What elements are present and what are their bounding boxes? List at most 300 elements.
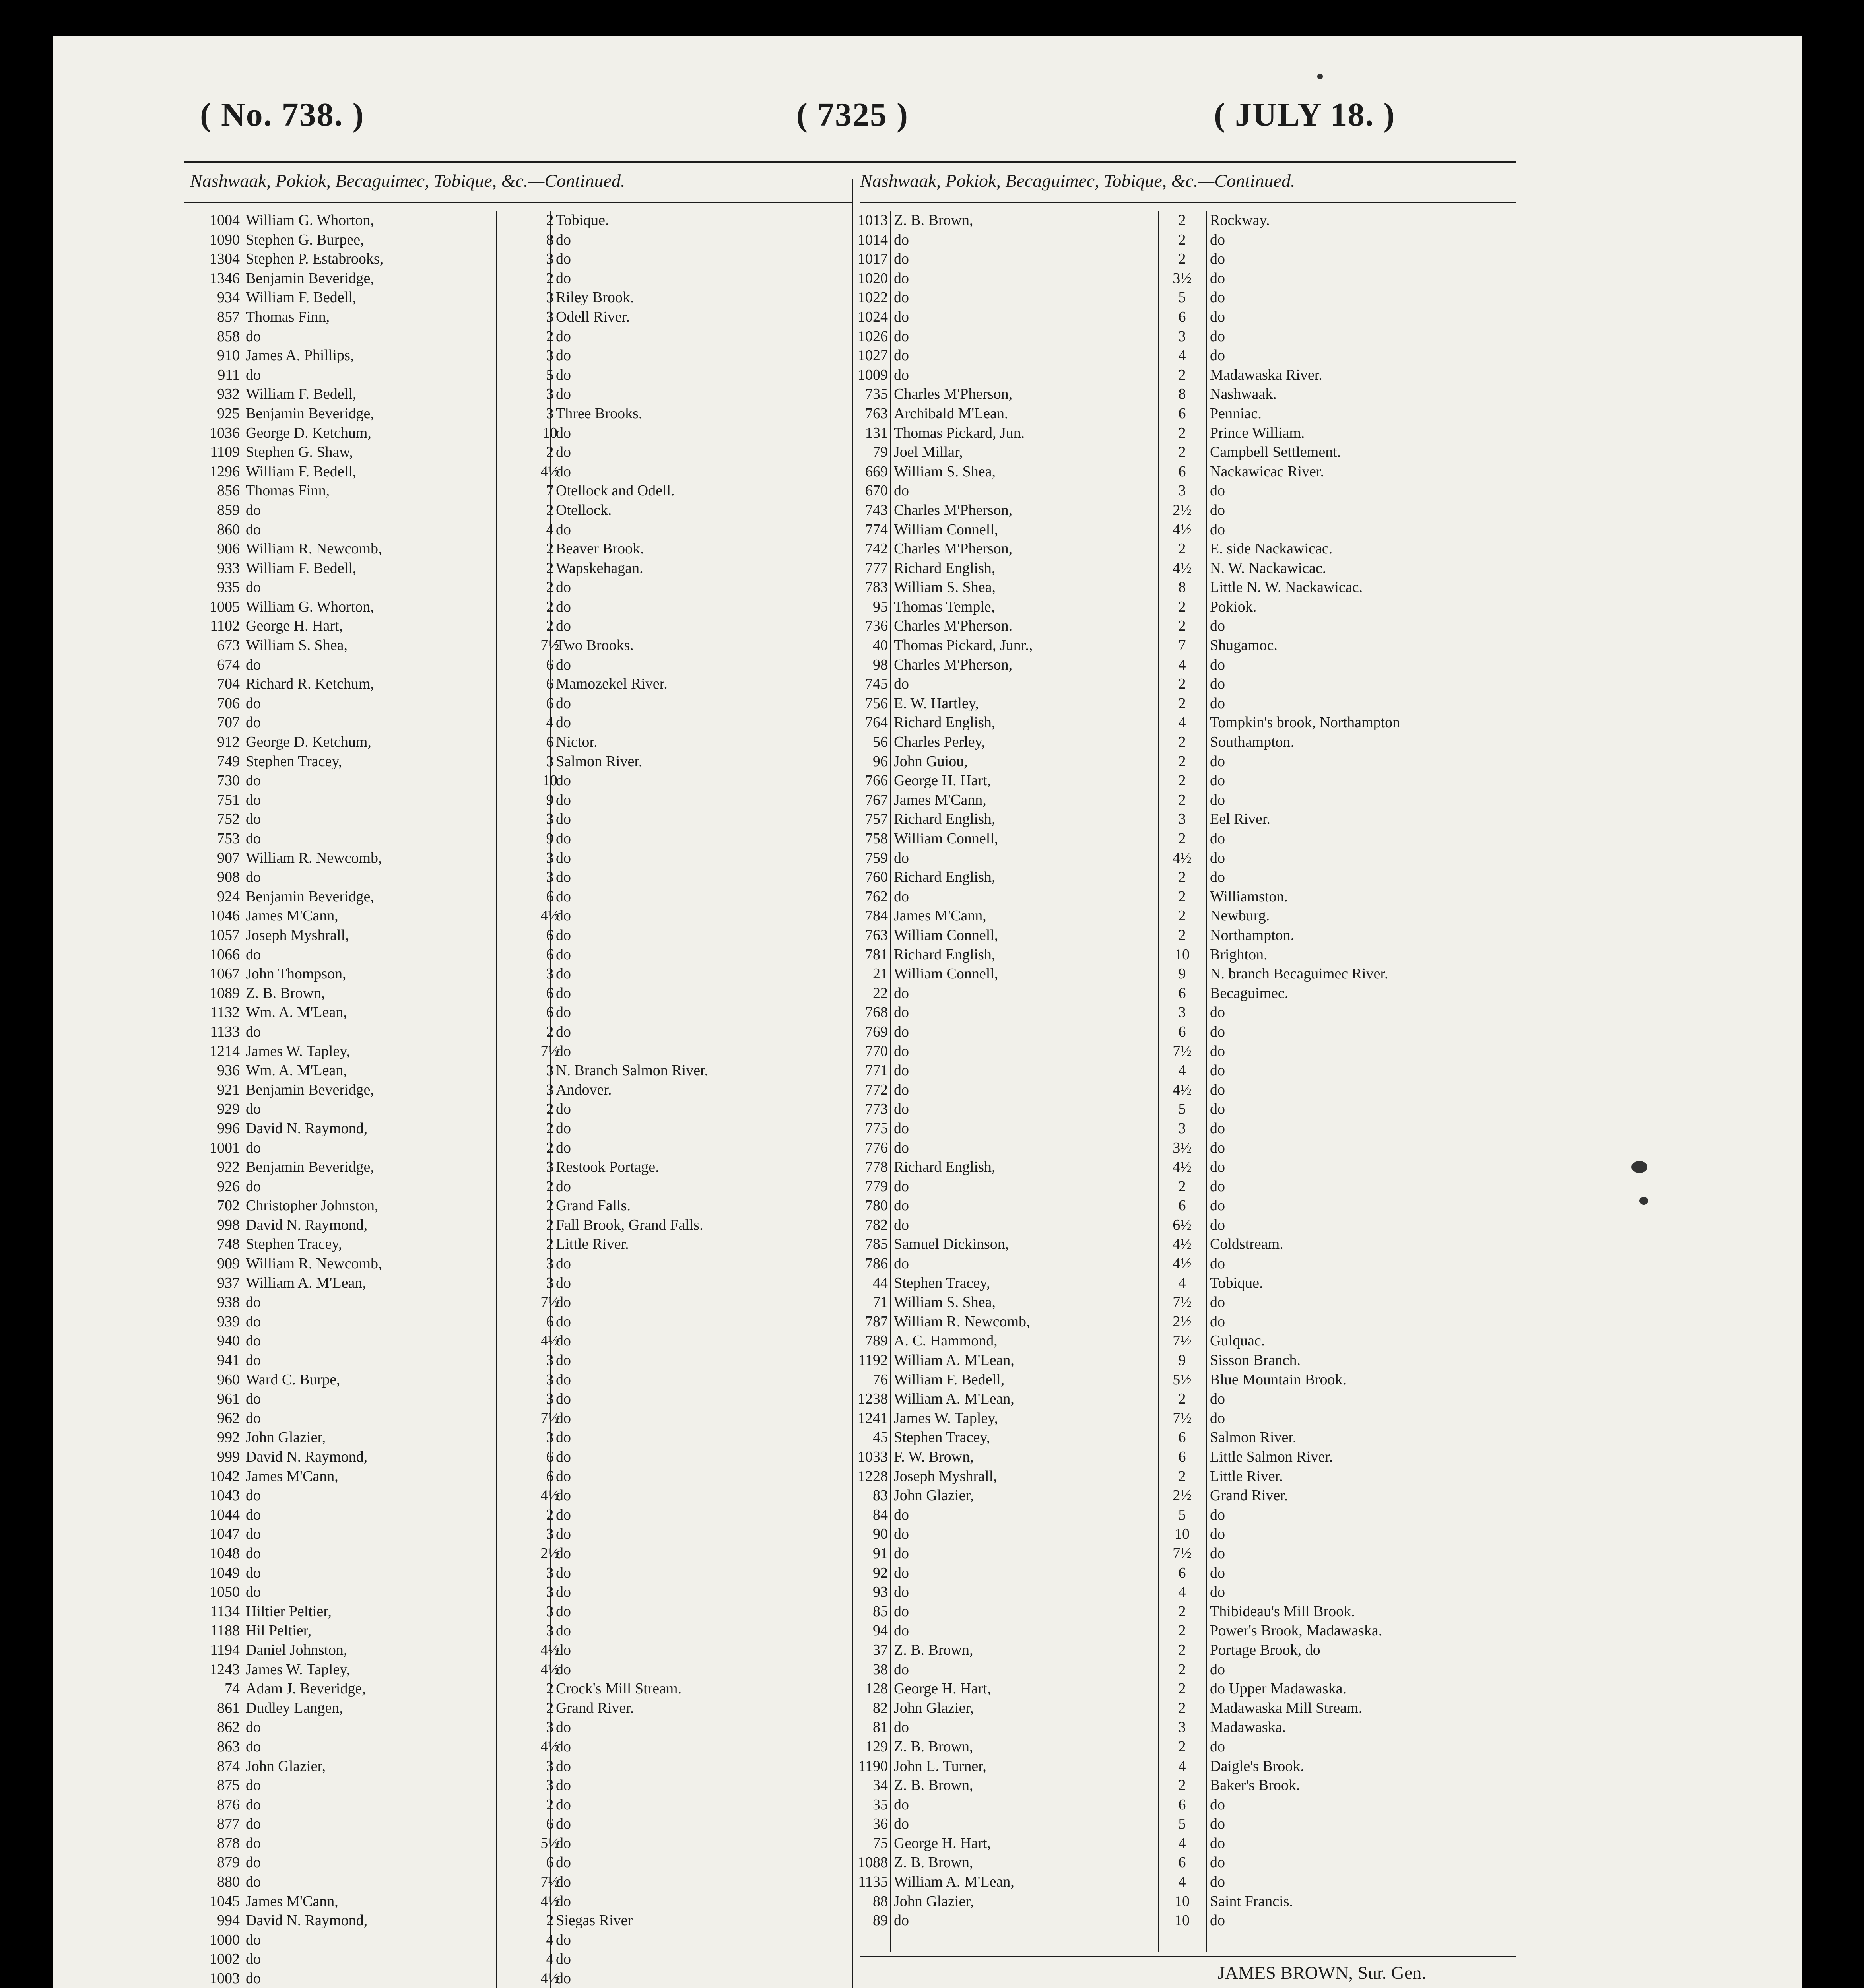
issue-date: ( JULY 18. ) — [1214, 96, 1396, 133]
lot-number: 924 — [217, 888, 240, 905]
lot-number: 94 — [873, 1622, 888, 1639]
list-row — [184, 1177, 852, 1196]
acreage: 10 — [1175, 1526, 1190, 1543]
list-row — [856, 423, 1516, 443]
list-end-rule — [860, 1956, 1516, 1957]
location: do — [1210, 1796, 1225, 1813]
acreage: 3 — [546, 386, 554, 403]
list-row — [856, 1524, 1516, 1544]
location: do — [556, 1526, 571, 1543]
acreage: 2 — [1178, 1680, 1186, 1697]
acreage: 2 — [1178, 1603, 1186, 1620]
location: do — [556, 946, 571, 963]
list-row — [856, 249, 1516, 269]
list-row — [856, 1718, 1516, 1737]
location: do — [1210, 347, 1225, 364]
list-row — [184, 539, 852, 559]
list-row — [856, 307, 1516, 327]
list-row — [184, 1370, 852, 1390]
location: do — [556, 1873, 571, 1891]
acreage: 2 — [546, 598, 554, 615]
list-row — [184, 1524, 852, 1544]
location: Little River. — [1210, 1468, 1283, 1485]
list-row — [184, 1409, 852, 1428]
list-row — [184, 597, 852, 617]
location: Thibideau's Mill Brook. — [1210, 1603, 1355, 1620]
lot-number: 1047 — [210, 1526, 240, 1543]
list-row — [184, 1969, 852, 1988]
list-row — [184, 1157, 852, 1177]
grantee-name: do — [894, 849, 909, 866]
grantee-name: Thomas Pickard, Jun. — [894, 424, 1025, 441]
grantee-name: Adam J. Beveridge, — [246, 1680, 366, 1697]
list-row — [184, 829, 852, 848]
location: do — [1210, 1081, 1225, 1098]
grantee-name: Richard English, — [894, 946, 996, 963]
lot-number: 736 — [865, 617, 888, 635]
lot-number: 1243 — [210, 1661, 240, 1678]
grantee-name: William R. Newcomb, — [894, 1313, 1030, 1330]
list-row — [856, 1486, 1516, 1505]
list-row — [856, 926, 1516, 945]
lot-number: 669 — [865, 463, 888, 480]
acreage: 4½ — [540, 1661, 559, 1678]
list-row — [184, 1235, 852, 1254]
location: do — [556, 1448, 571, 1465]
location: do — [556, 1487, 571, 1504]
grantee-name: do — [246, 1313, 261, 1330]
list-row — [184, 752, 852, 771]
location: do — [1210, 1873, 1225, 1891]
acreage: 6 — [546, 1468, 554, 1485]
lot-number: 780 — [865, 1197, 888, 1214]
acreage: 3 — [546, 1371, 554, 1388]
location: do — [556, 907, 571, 924]
location: Pokiok. — [1210, 598, 1257, 615]
acreage: 2 — [1178, 540, 1186, 557]
list-row — [856, 1099, 1516, 1119]
location: do — [1210, 1313, 1225, 1330]
right-column-title: Nashwaak, Pokiok, Becaguimec, Tobique, &c.—Continued. — [860, 171, 1295, 191]
lot-number: 932 — [217, 386, 240, 403]
grantee-name: Stephen Tracey, — [246, 753, 342, 770]
grantee-name: do — [246, 1738, 261, 1755]
acreage: 2 — [1178, 791, 1186, 808]
list-row — [856, 462, 1516, 481]
lot-number: 1009 — [858, 366, 888, 383]
lot-number: 1190 — [858, 1757, 888, 1774]
list-row — [856, 1254, 1516, 1274]
acreage: 10 — [542, 772, 557, 789]
lot-number: 81 — [873, 1719, 888, 1736]
acreage: 2 — [1178, 1178, 1186, 1195]
location: do — [556, 1641, 571, 1658]
acreage: 4 — [1178, 1274, 1186, 1291]
list-row — [184, 1331, 852, 1351]
grantee-name: Charles M'Pherson, — [894, 501, 1013, 518]
acreage: 2½ — [1173, 1313, 1192, 1330]
lot-number: 860 — [217, 521, 240, 538]
grantee-name: do — [894, 1062, 909, 1079]
acreage: 3 — [1178, 1004, 1186, 1021]
lot-number: 1346 — [210, 270, 240, 287]
list-row — [184, 559, 852, 578]
lot-number: 753 — [217, 830, 240, 847]
acreage: 7½ — [540, 1294, 559, 1311]
lot-number: 90 — [873, 1526, 888, 1543]
location: Madawaska Mill Stream. — [1210, 1699, 1363, 1716]
lot-number: 1017 — [858, 250, 888, 268]
location: Otellock and Odell. — [556, 482, 675, 499]
location: do — [1210, 695, 1225, 712]
acreage: 6 — [1178, 984, 1186, 1002]
list-row — [184, 1718, 852, 1737]
list-row — [184, 1138, 852, 1158]
grantee-name: do — [246, 1815, 261, 1833]
list-row — [184, 1312, 852, 1332]
location: Siegas River — [556, 1912, 633, 1929]
lot-number: 998 — [217, 1216, 240, 1233]
acreage: 3 — [546, 753, 554, 770]
lot-number: 911 — [217, 366, 240, 383]
list-row — [856, 1080, 1516, 1100]
list-row — [856, 1814, 1516, 1834]
list-row — [184, 1196, 852, 1215]
acreage: 4½ — [540, 463, 559, 480]
lot-number: 1043 — [210, 1487, 240, 1504]
lot-number: 876 — [217, 1796, 240, 1813]
lot-number: 735 — [865, 386, 888, 403]
grantee-name: do — [894, 984, 909, 1002]
grantee-name: do — [246, 1139, 261, 1156]
grantee-name: Charles Perley, — [894, 734, 985, 751]
acreage: 4 — [1178, 1835, 1186, 1852]
lot-number: 76 — [873, 1371, 888, 1388]
grantee-name: do — [894, 1719, 909, 1736]
acreage: 2 — [546, 1101, 554, 1118]
location: Coldstream. — [1210, 1236, 1283, 1253]
location: Mamozekel River. — [556, 676, 668, 693]
grantee-name: do — [894, 1506, 909, 1523]
acreage: 4 — [1178, 1584, 1186, 1601]
acreage: 3 — [546, 1622, 554, 1639]
list-row — [856, 269, 1516, 288]
list-row — [856, 365, 1516, 385]
location: do — [1210, 1139, 1225, 1156]
lot-number: 1036 — [210, 424, 240, 441]
grantee-name: do — [246, 946, 261, 963]
grantee-name: do — [246, 579, 261, 596]
location: do — [556, 347, 571, 364]
acreage: 2 — [1178, 444, 1186, 461]
acreage: 3 — [546, 308, 554, 325]
grantee-name: William A. M'Lean, — [894, 1873, 1014, 1891]
acreage: 5 — [1178, 1506, 1186, 1523]
lot-number: 763 — [865, 926, 888, 944]
list-row — [856, 829, 1516, 848]
acreage: 7½ — [1173, 1332, 1192, 1349]
grantee-name: Thomas Temple, — [894, 598, 995, 615]
lot-number: 926 — [217, 1178, 240, 1195]
location: do — [1210, 501, 1225, 518]
acreage: 2 — [1178, 424, 1186, 441]
list-row — [856, 1061, 1516, 1080]
acreage: 6 — [546, 1313, 554, 1330]
acreage: 2 — [1178, 1738, 1186, 1755]
lot-number: 762 — [865, 888, 888, 905]
lot-number: 782 — [865, 1216, 888, 1233]
acreage: 4½ — [1173, 521, 1192, 538]
grantee-name: do — [246, 1796, 261, 1813]
acreage: 3½ — [1173, 1139, 1192, 1156]
grantee-name: George D. Ketchum, — [246, 734, 371, 751]
location: do — [556, 1371, 571, 1388]
location: Madawaska. — [1210, 1719, 1286, 1736]
acreage: 2 — [546, 1236, 554, 1253]
lot-number: 84 — [873, 1506, 888, 1523]
lot-number: 770 — [865, 1043, 888, 1060]
list-row — [184, 1582, 852, 1602]
lot-number: 702 — [217, 1197, 240, 1214]
grantee-name: William S. Shea, — [894, 1294, 996, 1311]
lot-number: 875 — [217, 1777, 240, 1794]
list-row — [184, 288, 852, 307]
lot-number: 764 — [865, 714, 888, 731]
location: Daigle's Brook. — [1210, 1757, 1304, 1774]
grantee-name: Stephen Tracey, — [894, 1274, 990, 1291]
list-row — [856, 694, 1516, 713]
lot-number: 1045 — [210, 1893, 240, 1910]
acreage: 6 — [546, 734, 554, 751]
lot-number: 934 — [217, 289, 240, 306]
location: Penniac. — [1210, 405, 1262, 422]
acreage: 2 — [1178, 617, 1186, 635]
acreage: 10 — [1175, 1893, 1190, 1910]
list-row — [184, 1834, 852, 1853]
list-row — [184, 926, 852, 945]
grantee-name: do — [894, 1043, 909, 1060]
location: do — [1210, 849, 1225, 866]
location: do — [1210, 869, 1225, 886]
lot-number: 908 — [217, 869, 240, 886]
list-row — [856, 1872, 1516, 1892]
acreage: 3 — [546, 1719, 554, 1736]
acreage: 2 — [1178, 772, 1186, 789]
list-row — [184, 346, 852, 365]
grantee-name: John Guiou, — [894, 753, 968, 770]
grantee-name: William Connell, — [894, 521, 998, 538]
acreage: 10 — [1175, 946, 1190, 963]
acreage: 8 — [1178, 386, 1186, 403]
acreage: 5½ — [540, 1835, 559, 1852]
grantee-name: do — [894, 1564, 909, 1581]
acreage: 6 — [1178, 1796, 1186, 1813]
grantee-name: Christopher Johnston, — [246, 1197, 379, 1214]
grantee-name: William A. M'Lean, — [894, 1352, 1014, 1369]
grantee-name: do — [894, 231, 909, 248]
acreage: 4½ — [1173, 1236, 1192, 1253]
location: do — [1210, 1004, 1225, 1021]
location: Northampton. — [1210, 926, 1295, 944]
location: do — [556, 1352, 571, 1369]
lot-number: 940 — [217, 1332, 240, 1349]
left-column — [184, 211, 852, 1988]
location: do — [1210, 1661, 1225, 1678]
grantee-name: do — [246, 869, 261, 886]
lot-number: 1109 — [210, 444, 240, 461]
left-title-rule — [184, 202, 852, 203]
grantee-name: George D. Ketchum, — [246, 424, 371, 441]
location: Little River. — [556, 1236, 629, 1253]
acreage: 3 — [546, 849, 554, 866]
grantee-name: do — [894, 1912, 909, 1929]
list-row — [184, 1254, 852, 1274]
grantee-name: John Glazier, — [894, 1893, 974, 1910]
lot-number: 766 — [865, 772, 888, 789]
location: do — [556, 811, 571, 828]
grantee-name: A. C. Hammond, — [894, 1332, 998, 1349]
grantee-name: do — [894, 308, 909, 325]
grantee-name: do — [894, 1796, 909, 1813]
grantee-name: do — [894, 1216, 909, 1233]
lot-number: 1003 — [210, 1970, 240, 1987]
acreage: 2 — [546, 444, 554, 461]
lot-number: 999 — [217, 1448, 240, 1465]
location: do — [556, 1390, 571, 1408]
list-row — [856, 211, 1516, 230]
acreage: 6 — [546, 1448, 554, 1465]
location: Nictor. — [556, 734, 598, 751]
acreage: 4 — [1178, 1757, 1186, 1774]
acreage: 3 — [546, 1429, 554, 1446]
location: Rockway. — [1210, 212, 1270, 229]
grantee-name: do — [246, 1332, 261, 1349]
lot-number: 1214 — [210, 1043, 240, 1060]
grantee-name: Richard English, — [894, 869, 996, 886]
grantee-name: do — [894, 250, 909, 268]
acreage: 4 — [546, 1931, 554, 1948]
lot-number: 71 — [873, 1294, 888, 1311]
grantee-name: David N. Raymond, — [246, 1120, 368, 1137]
grantee-name: Stephen Tracey, — [894, 1429, 990, 1446]
acreage: 6 — [546, 656, 554, 673]
lot-number: 1014 — [858, 231, 888, 248]
lot-number: 907 — [217, 849, 240, 866]
list-row — [184, 578, 852, 597]
list-row — [856, 1312, 1516, 1332]
acreage: 4½ — [1173, 1159, 1192, 1176]
list-row — [184, 327, 852, 346]
list-row — [184, 1563, 852, 1583]
acreage: 6 — [546, 676, 554, 693]
lot-number: 74 — [225, 1680, 240, 1697]
grantee-name: do — [246, 1873, 261, 1891]
lot-number: 1135 — [858, 1873, 888, 1891]
grantee-name: David N. Raymond, — [246, 1448, 368, 1465]
lot-number: 936 — [217, 1062, 240, 1079]
lot-number: 1304 — [210, 250, 240, 268]
list-row — [856, 1544, 1516, 1563]
list-row — [184, 249, 852, 269]
list-row — [184, 1505, 852, 1525]
location: do — [556, 1545, 571, 1562]
acreage: 6 — [546, 1854, 554, 1871]
lot-number: 1046 — [210, 907, 240, 924]
location: Nashwaak. — [1210, 386, 1277, 403]
lot-number: 1133 — [210, 1023, 240, 1040]
list-row — [184, 906, 852, 926]
acreage: 2 — [546, 1216, 554, 1233]
list-row — [184, 1099, 852, 1119]
acreage: 7½ — [540, 1409, 559, 1427]
location: do — [1210, 1584, 1225, 1601]
lot-number: 36 — [873, 1815, 888, 1833]
grantee-name: Richard English, — [894, 1159, 996, 1176]
grantee-name: do — [246, 695, 261, 712]
lot-number: 704 — [217, 676, 240, 693]
location: do — [556, 1622, 571, 1639]
lot-number: 776 — [865, 1139, 888, 1156]
grantee-name: Charles M'Pherson, — [894, 386, 1013, 403]
list-row — [856, 443, 1516, 462]
list-row — [856, 771, 1516, 790]
acreage: 5 — [1178, 1815, 1186, 1833]
acreage: 4½ — [1173, 1081, 1192, 1098]
list-row — [856, 1370, 1516, 1390]
grantee-name: do — [246, 1506, 261, 1523]
lot-number: 760 — [865, 869, 888, 886]
location: Salmon River. — [556, 753, 643, 770]
lot-number: 1238 — [858, 1390, 888, 1408]
acreage: 6 — [1178, 1854, 1186, 1871]
grantee-name: do — [246, 1931, 261, 1948]
list-row — [856, 1640, 1516, 1660]
list-row — [856, 597, 1516, 617]
lot-number: 929 — [217, 1101, 240, 1118]
grantee-name: Thomas Pickard, Junr., — [894, 637, 1033, 654]
list-row — [856, 1795, 1516, 1815]
grantee-name: William G. Whorton, — [246, 598, 374, 615]
acreage: 2 — [546, 501, 554, 518]
lot-number: 937 — [217, 1274, 240, 1291]
acreage: 2 — [546, 617, 554, 635]
acreage: 2 — [546, 1699, 554, 1716]
list-row — [856, 655, 1516, 675]
acreage: 6 — [546, 1815, 554, 1833]
grantee-name: David N. Raymond, — [246, 1912, 368, 1929]
acreage: 4 — [546, 714, 554, 731]
location: do — [556, 386, 571, 403]
grantee-name: do — [894, 1101, 909, 1118]
acreage: 8 — [1178, 579, 1186, 596]
list-row — [856, 1911, 1516, 1930]
location: do — [556, 1332, 571, 1349]
location: do — [556, 1506, 571, 1523]
lot-number: 129 — [865, 1738, 888, 1755]
acreage: 6 — [1178, 1564, 1186, 1581]
list-row — [184, 1003, 852, 1022]
acreage: 2 — [1178, 231, 1186, 248]
location: Newburg. — [1210, 907, 1270, 924]
grantee-name: do — [246, 366, 261, 383]
acreage: 2 — [1178, 366, 1186, 383]
lot-number: 935 — [217, 579, 240, 596]
grantee-name: William R. Newcomb, — [246, 540, 382, 557]
grantee-name: John Glazier, — [246, 1757, 326, 1774]
lot-number: 961 — [217, 1390, 240, 1408]
acreage: 3 — [546, 1564, 554, 1581]
list-row — [856, 945, 1516, 965]
